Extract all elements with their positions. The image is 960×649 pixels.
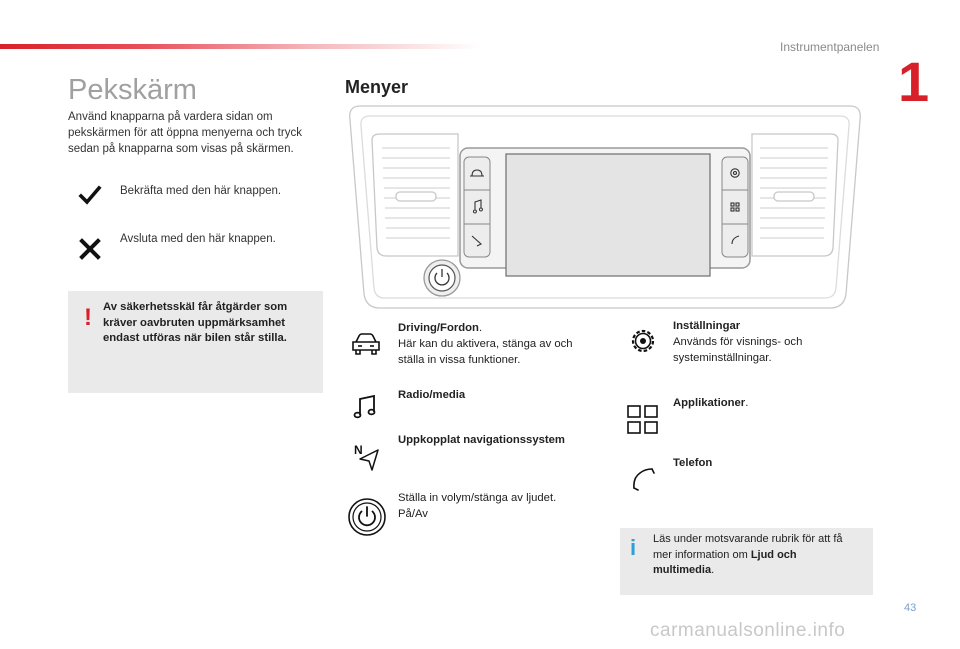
radio-menu-title: Radio/media xyxy=(398,389,466,401)
phone-menu-title: Telefon xyxy=(673,457,713,469)
page-number: 43 xyxy=(904,602,917,614)
volume-description: Ställa in volym/stänga av ljudet. På/Av xyxy=(398,492,557,520)
settings-gear-icon xyxy=(628,326,658,356)
music-note-icon xyxy=(352,394,380,420)
checkmark-icon xyxy=(78,183,102,207)
driving-menu-text: Här kan du aktivera, stänga av och ställa in vissa funktioner. xyxy=(398,338,573,366)
page-title: Pekskärm xyxy=(68,74,197,106)
driving-menu-title: Driving/Fordon xyxy=(398,322,479,334)
left-vent xyxy=(372,134,458,256)
cross-icon xyxy=(78,237,102,261)
car-icon xyxy=(350,330,382,358)
info-text: Läs under motsvarande rubrik för att få mer information om Ljud och multimedia. xyxy=(653,533,843,576)
north-letter: N xyxy=(354,443,363,457)
settings-menu-text: Används för visnings- och systeminställningar. xyxy=(673,336,803,364)
section-title: Instrumentpanelen xyxy=(780,40,880,54)
apps-menu-title: Applikationer. xyxy=(673,397,749,409)
confirm-description: Bekräfta med den här knappen. xyxy=(120,185,282,197)
settings-menu-title: Inställningar xyxy=(673,320,741,332)
info-icon: i xyxy=(630,535,637,560)
right-vent xyxy=(752,134,838,256)
warning-icon: ! xyxy=(84,304,92,331)
info-bold-reference: Ljud och multimedia xyxy=(653,548,797,576)
intro-paragraph: Använd knapparna på vardera sidan om pekskärmen för att öppna menyerna och tryck sedan på knapparna som visas på skärmen. xyxy=(68,111,302,155)
power-knob-icon xyxy=(347,497,387,537)
menus-title: Menyer xyxy=(345,77,409,97)
dashboard-illustration xyxy=(346,104,864,312)
watermark: carmanualsonline.info xyxy=(650,620,846,641)
settings-menu-description xyxy=(673,318,853,366)
phone-icon xyxy=(630,466,656,492)
chapter-number: 1 xyxy=(898,50,930,113)
navigation-menu-title: Uppkopplat navigationssystem xyxy=(398,434,565,446)
header-accent-bar xyxy=(0,44,480,49)
cancel-description: Avsluta med den här knappen. xyxy=(120,233,276,245)
apps-grid-icon xyxy=(626,404,660,436)
warning-text: Av säkerhetsskäl får åtgärder som kräver oavbruten uppmärksamhet endast utföras när bilen står stilla. xyxy=(103,301,288,344)
navigation-arrow-icon xyxy=(356,448,382,472)
driving-menu-description: Driving/Fordon. Här kan du aktivera, stänga av och ställa in vissa funktioner. xyxy=(398,322,573,366)
